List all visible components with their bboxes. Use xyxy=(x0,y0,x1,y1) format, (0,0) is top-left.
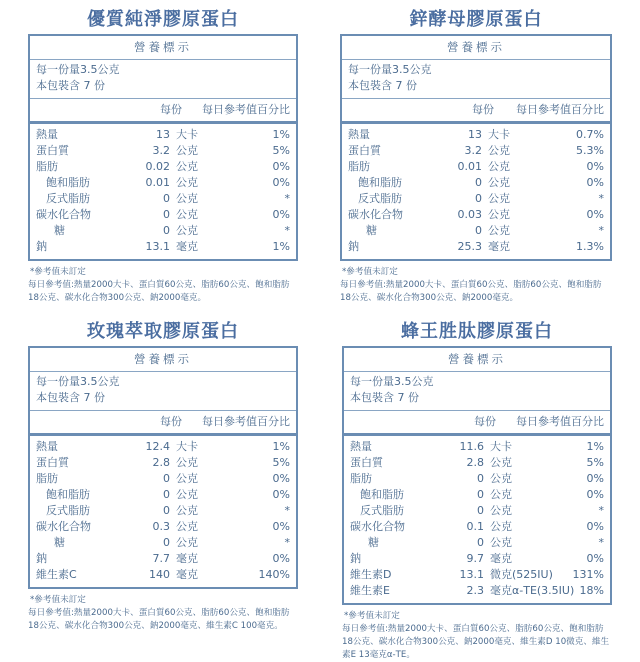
nutrient-name: 飽和脂肪 xyxy=(360,488,404,501)
nutrient-row xyxy=(350,487,604,503)
nutrient-unit: 公克 xyxy=(488,192,510,205)
nutrient-name: 脂肪 xyxy=(36,160,58,173)
nutrient-unit: 公克 xyxy=(490,520,512,533)
nutrient-unit: 公克 xyxy=(488,144,510,157)
nutrient-value: 0 xyxy=(163,224,170,237)
footnote-reference: 每日參考值:熱量2000大卡、蛋白質60公克、脂肪60公克、飽和脂肪18公克、碳水化合物300公克、鈉2000毫克。 xyxy=(340,280,602,303)
nutrient-unit: 公克 xyxy=(490,488,512,501)
nutrient-value: 3.2 xyxy=(464,144,482,157)
nutrient-row xyxy=(350,471,604,487)
nutrient-daily-value: 1% xyxy=(586,440,604,453)
nutrient-row xyxy=(350,551,604,567)
nutrient-daily-value: 1.3% xyxy=(576,240,604,253)
nutrient-value: 0 xyxy=(475,224,482,237)
nutrient-unit: 公克 xyxy=(176,208,198,221)
nutrient-name: 熱量 xyxy=(350,440,372,453)
nutrient-name: 飽和脂肪 xyxy=(46,488,90,501)
nutrient-unit: 公克 xyxy=(488,208,510,221)
nutrient-unit: 公克 xyxy=(176,456,198,469)
footnotes xyxy=(342,610,612,662)
nutrient-row xyxy=(36,535,290,551)
nutrient-row xyxy=(350,455,604,471)
nutrient-unit: 毫克 xyxy=(488,240,510,253)
footnotes xyxy=(340,266,612,305)
nutrient-row xyxy=(348,159,604,175)
nutrient-name: 糖 xyxy=(368,536,379,549)
nutrient-row xyxy=(36,143,290,159)
nutrient-name: 熱量 xyxy=(36,440,58,453)
nutrient-name: 蛋白質 xyxy=(36,456,69,469)
nutrient-name: 蛋白質 xyxy=(348,144,381,157)
nutrient-name: 脂肪 xyxy=(36,472,58,485)
nutrient-value: 0 xyxy=(163,504,170,517)
nutrient-row xyxy=(350,567,604,583)
serving-size: 每一份量3.5公克 xyxy=(350,375,434,388)
nutrient-name: 維生素C xyxy=(36,568,77,581)
nutrition-panel xyxy=(340,6,612,305)
nutrient-value: 0 xyxy=(475,192,482,205)
nutrient-unit: 公克 xyxy=(176,176,198,189)
col-daily-value: 每日參考值百分比 xyxy=(516,103,604,116)
nutrient-value: 0.1 xyxy=(466,520,484,533)
nutrient-value: 13.1 xyxy=(459,568,484,581)
nutrient-value: 0.01 xyxy=(457,160,482,173)
col-daily-value: 每日參考值百分比 xyxy=(516,415,604,428)
nutrient-row xyxy=(348,175,604,191)
nutrition-panel xyxy=(342,318,612,662)
nutrient-row xyxy=(350,439,604,455)
nutrient-name: 脂肪 xyxy=(348,160,370,173)
nutrient-unit: 微克(525IU) xyxy=(490,568,553,581)
nutrient-row xyxy=(348,223,604,239)
nutrient-daily-value: * xyxy=(598,192,604,205)
nutrient-name: 反式脂肪 xyxy=(360,504,404,517)
nutrient-row xyxy=(36,239,290,255)
column-headers xyxy=(344,411,610,436)
nutrient-value: 13.1 xyxy=(145,240,170,253)
nutrient-unit: 公克 xyxy=(176,144,198,157)
nutrient-name: 碳水化合物 xyxy=(36,208,91,221)
servings-per-pack: 本包裝含 7 份 xyxy=(348,79,417,92)
nutrient-row xyxy=(350,583,604,599)
nutrient-value: 0 xyxy=(163,488,170,501)
nutrient-value: 9.7 xyxy=(466,552,484,565)
nutrient-name: 糖 xyxy=(54,224,65,237)
nutrient-daily-value: 1% xyxy=(272,128,290,141)
nutrition-panel xyxy=(28,6,298,305)
nutrient-name: 脂肪 xyxy=(350,472,372,485)
col-per-serving: 每份 xyxy=(160,103,182,116)
nutrient-value: 0 xyxy=(477,536,484,549)
nutrient-value: 0.01 xyxy=(145,176,170,189)
nutrient-daily-value: * xyxy=(284,536,290,549)
nutrient-row xyxy=(350,535,604,551)
nutrient-daily-value: * xyxy=(598,536,604,549)
nutrient-daily-value: * xyxy=(598,504,604,517)
nutrient-unit: 大卡 xyxy=(488,128,510,141)
nutrient-unit: 公克 xyxy=(176,520,198,533)
nutrient-unit: 毫克 xyxy=(176,552,198,565)
nutrient-name: 飽和脂肪 xyxy=(46,176,90,189)
nutrient-daily-value: 0% xyxy=(586,472,604,485)
nutrient-value: 0 xyxy=(475,176,482,189)
table-header: 營養標示 xyxy=(344,348,610,372)
nutrient-name: 熱量 xyxy=(36,128,58,141)
nutrient-row xyxy=(36,503,290,519)
nutrient-value: 12.4 xyxy=(145,440,170,453)
nutrient-unit: 公克 xyxy=(176,224,198,237)
nutrient-unit: 大卡 xyxy=(176,128,198,141)
nutrient-daily-value: 0% xyxy=(272,176,290,189)
nutrition-facts-table xyxy=(342,346,612,605)
nutrient-unit: 公克 xyxy=(488,160,510,173)
table-header: 營養標示 xyxy=(30,36,296,60)
nutrient-rows xyxy=(344,436,610,603)
nutrient-unit: 公克 xyxy=(176,536,198,549)
nutrient-name: 蛋白質 xyxy=(36,144,69,157)
serving-info xyxy=(30,60,296,99)
nutrient-row xyxy=(36,519,290,535)
nutrient-value: 0 xyxy=(477,472,484,485)
nutrient-name: 反式脂肪 xyxy=(46,192,90,205)
nutrient-name: 維生素D xyxy=(350,568,392,581)
nutrient-value: 13 xyxy=(468,128,482,141)
nutrient-unit: 公克 xyxy=(176,472,198,485)
nutrient-row xyxy=(36,439,290,455)
nutrient-row xyxy=(36,191,290,207)
nutrition-facts-table xyxy=(28,34,298,261)
nutrient-name: 鈉 xyxy=(350,552,361,565)
nutrient-value: 0.02 xyxy=(145,160,170,173)
nutrient-row xyxy=(36,207,290,223)
nutrient-name: 碳水化合物 xyxy=(36,520,91,533)
nutrient-daily-value: 5% xyxy=(586,456,604,469)
nutrient-name: 糖 xyxy=(366,224,377,237)
footnote-star: *參考值未訂定 xyxy=(30,595,86,605)
nutrient-name: 鈉 xyxy=(348,240,359,253)
nutrient-row xyxy=(36,127,290,143)
column-headers xyxy=(342,99,610,124)
nutrient-daily-value: 0% xyxy=(272,552,290,565)
footnotes xyxy=(28,594,298,633)
nutrient-daily-value: 0% xyxy=(586,176,604,189)
nutrient-unit: 公克 xyxy=(490,536,512,549)
nutrient-value: 0 xyxy=(163,536,170,549)
nutrient-rows xyxy=(30,436,296,587)
nutrient-daily-value: 18% xyxy=(579,584,604,597)
product-title: 玫瑰萃取膠原蛋白 xyxy=(87,321,239,342)
nutrient-name: 維生素E xyxy=(350,584,390,597)
nutrient-value: 0 xyxy=(477,504,484,517)
nutrient-name: 鈉 xyxy=(36,552,47,565)
nutrient-row xyxy=(36,175,290,191)
serving-size: 每一份量3.5公克 xyxy=(36,63,120,76)
col-per-serving: 每份 xyxy=(474,415,496,428)
servings-per-pack: 本包裝含 7 份 xyxy=(36,79,105,92)
nutrient-unit: 公克 xyxy=(176,160,198,173)
nutrition-facts-table xyxy=(340,34,612,261)
nutrient-row xyxy=(36,551,290,567)
nutrient-name: 反式脂肪 xyxy=(46,504,90,517)
nutrient-row xyxy=(348,143,604,159)
nutrient-unit: 公克 xyxy=(488,224,510,237)
nutrient-daily-value: 140% xyxy=(258,568,290,581)
nutrient-daily-value: 5% xyxy=(272,144,290,157)
nutrient-name: 碳水化合物 xyxy=(348,208,403,221)
nutrient-value: 11.6 xyxy=(459,440,484,453)
nutrient-unit: 大卡 xyxy=(490,440,512,453)
nutrient-row xyxy=(348,127,604,143)
nutrient-daily-value: * xyxy=(284,224,290,237)
servings-per-pack: 本包裝含 7 份 xyxy=(36,391,105,404)
product-title: 優質純淨膠原蛋白 xyxy=(87,9,239,30)
servings-per-pack: 本包裝含 7 份 xyxy=(350,391,419,404)
nutrient-name: 碳水化合物 xyxy=(350,520,405,533)
nutrition-panel xyxy=(28,318,298,633)
nutrient-value: 13 xyxy=(156,128,170,141)
col-per-serving: 每份 xyxy=(160,415,182,428)
nutrient-daily-value: 0% xyxy=(272,472,290,485)
footnote-reference: 每日參考值:熱量2000大卡、蛋白質60公克、脂肪60公克、飽和脂肪18公克、碳水化合物300公克、鈉2000毫克、維生素C 100毫克。 xyxy=(28,608,290,631)
footnote-star: *參考值未訂定 xyxy=(342,267,398,277)
nutrient-daily-value: 0% xyxy=(586,208,604,221)
nutrient-daily-value: 1% xyxy=(272,240,290,253)
nutrient-unit: 毫克 xyxy=(176,240,198,253)
nutrient-value: 140 xyxy=(149,568,170,581)
nutrient-value: 0 xyxy=(477,488,484,501)
nutrient-name: 糖 xyxy=(54,536,65,549)
nutrient-value: 0 xyxy=(163,472,170,485)
nutrient-name: 飽和脂肪 xyxy=(358,176,402,189)
nutrient-row xyxy=(36,567,290,583)
nutrient-row xyxy=(348,191,604,207)
nutrient-daily-value: 0% xyxy=(272,488,290,501)
nutrient-unit: 大卡 xyxy=(176,440,198,453)
nutrient-value: 2.3 xyxy=(466,584,484,597)
nutrient-daily-value: 0% xyxy=(272,160,290,173)
footnote-star: *參考值未訂定 xyxy=(30,267,86,277)
nutrient-daily-value: 0% xyxy=(586,488,604,501)
nutrient-row xyxy=(348,207,604,223)
col-daily-value: 每日參考值百分比 xyxy=(202,415,290,428)
nutrient-daily-value: * xyxy=(284,192,290,205)
col-daily-value: 每日參考值百分比 xyxy=(202,103,290,116)
footnotes xyxy=(28,266,298,305)
nutrient-row xyxy=(350,503,604,519)
nutrient-rows xyxy=(342,124,610,259)
nutrient-unit: 公克 xyxy=(490,472,512,485)
nutrient-value: 25.3 xyxy=(457,240,482,253)
footnote-reference: 每日參考值:熱量2000大卡、蛋白質60公克、脂肪60公克、飽和脂肪18公克、碳水化合物300公克、鈉2000毫克。 xyxy=(28,280,290,303)
nutrient-daily-value: 1% xyxy=(272,440,290,453)
nutrient-name: 熱量 xyxy=(348,128,370,141)
nutrient-name: 反式脂肪 xyxy=(358,192,402,205)
nutrient-value: 7.7 xyxy=(152,552,170,565)
nutrient-row xyxy=(36,223,290,239)
nutrient-row xyxy=(348,239,604,255)
nutrient-unit: 公克 xyxy=(176,488,198,501)
table-header: 營養標示 xyxy=(342,36,610,60)
nutrition-facts-table xyxy=(28,346,298,589)
nutrient-rows xyxy=(30,124,296,259)
nutrient-daily-value: 5% xyxy=(272,456,290,469)
nutrient-unit: 公克 xyxy=(488,176,510,189)
nutrient-row xyxy=(350,519,604,535)
footnote-star: *參考值未訂定 xyxy=(344,611,400,621)
nutrient-value: 0.3 xyxy=(152,520,170,533)
serving-size: 每一份量3.5公克 xyxy=(36,375,120,388)
nutrient-unit: 毫克 xyxy=(176,568,198,581)
nutrient-value: 2.8 xyxy=(466,456,484,469)
nutrient-daily-value: 5.3% xyxy=(576,144,604,157)
serving-info xyxy=(344,372,610,411)
nutrient-value: 2.8 xyxy=(152,456,170,469)
column-headers xyxy=(30,99,296,124)
serving-info xyxy=(30,372,296,411)
nutrient-daily-value: 0.7% xyxy=(576,128,604,141)
nutrient-value: 3.2 xyxy=(152,144,170,157)
nutrient-row xyxy=(36,159,290,175)
nutrient-value: 0 xyxy=(163,208,170,221)
nutrient-unit: 公克 xyxy=(176,192,198,205)
nutrient-unit: 毫克 xyxy=(490,552,512,565)
nutrient-value: 0 xyxy=(163,192,170,205)
nutrient-daily-value: 0% xyxy=(272,208,290,221)
nutrient-row xyxy=(36,455,290,471)
footnote-reference: 每日參考值:熱量2000大卡、蛋白質60公克、脂肪60公克、飽和脂肪18公克、碳水化合物300公克、鈉2000毫克、維生素D 10微克、維生素E 13毫克α-TE。 xyxy=(342,624,610,660)
nutrient-unit: 公克 xyxy=(490,456,512,469)
col-per-serving: 每份 xyxy=(472,103,494,116)
nutrient-row xyxy=(36,487,290,503)
nutrient-daily-value: 0% xyxy=(586,552,604,565)
serving-info xyxy=(342,60,610,99)
nutrient-daily-value: * xyxy=(284,504,290,517)
product-title: 蜂王胜肽膠原蛋白 xyxy=(401,321,553,342)
nutrient-unit: 毫克α-TE(3.5IU) xyxy=(490,584,575,597)
nutrient-daily-value: 131% xyxy=(572,568,604,581)
nutrient-name: 鈉 xyxy=(36,240,47,253)
column-headers xyxy=(30,411,296,436)
table-header: 營養標示 xyxy=(30,348,296,372)
nutrient-daily-value: 0% xyxy=(586,520,604,533)
nutrient-unit: 公克 xyxy=(490,504,512,517)
nutrient-unit: 公克 xyxy=(176,504,198,517)
serving-size: 每一份量3.5公克 xyxy=(348,63,432,76)
nutrient-row xyxy=(36,471,290,487)
nutrient-value: 0.03 xyxy=(457,208,482,221)
nutrient-daily-value: 0% xyxy=(586,160,604,173)
product-title: 鋅酵母膠原蛋白 xyxy=(409,9,543,30)
nutrient-daily-value: * xyxy=(598,224,604,237)
nutrient-daily-value: 0% xyxy=(272,520,290,533)
nutrient-name: 蛋白質 xyxy=(350,456,383,469)
